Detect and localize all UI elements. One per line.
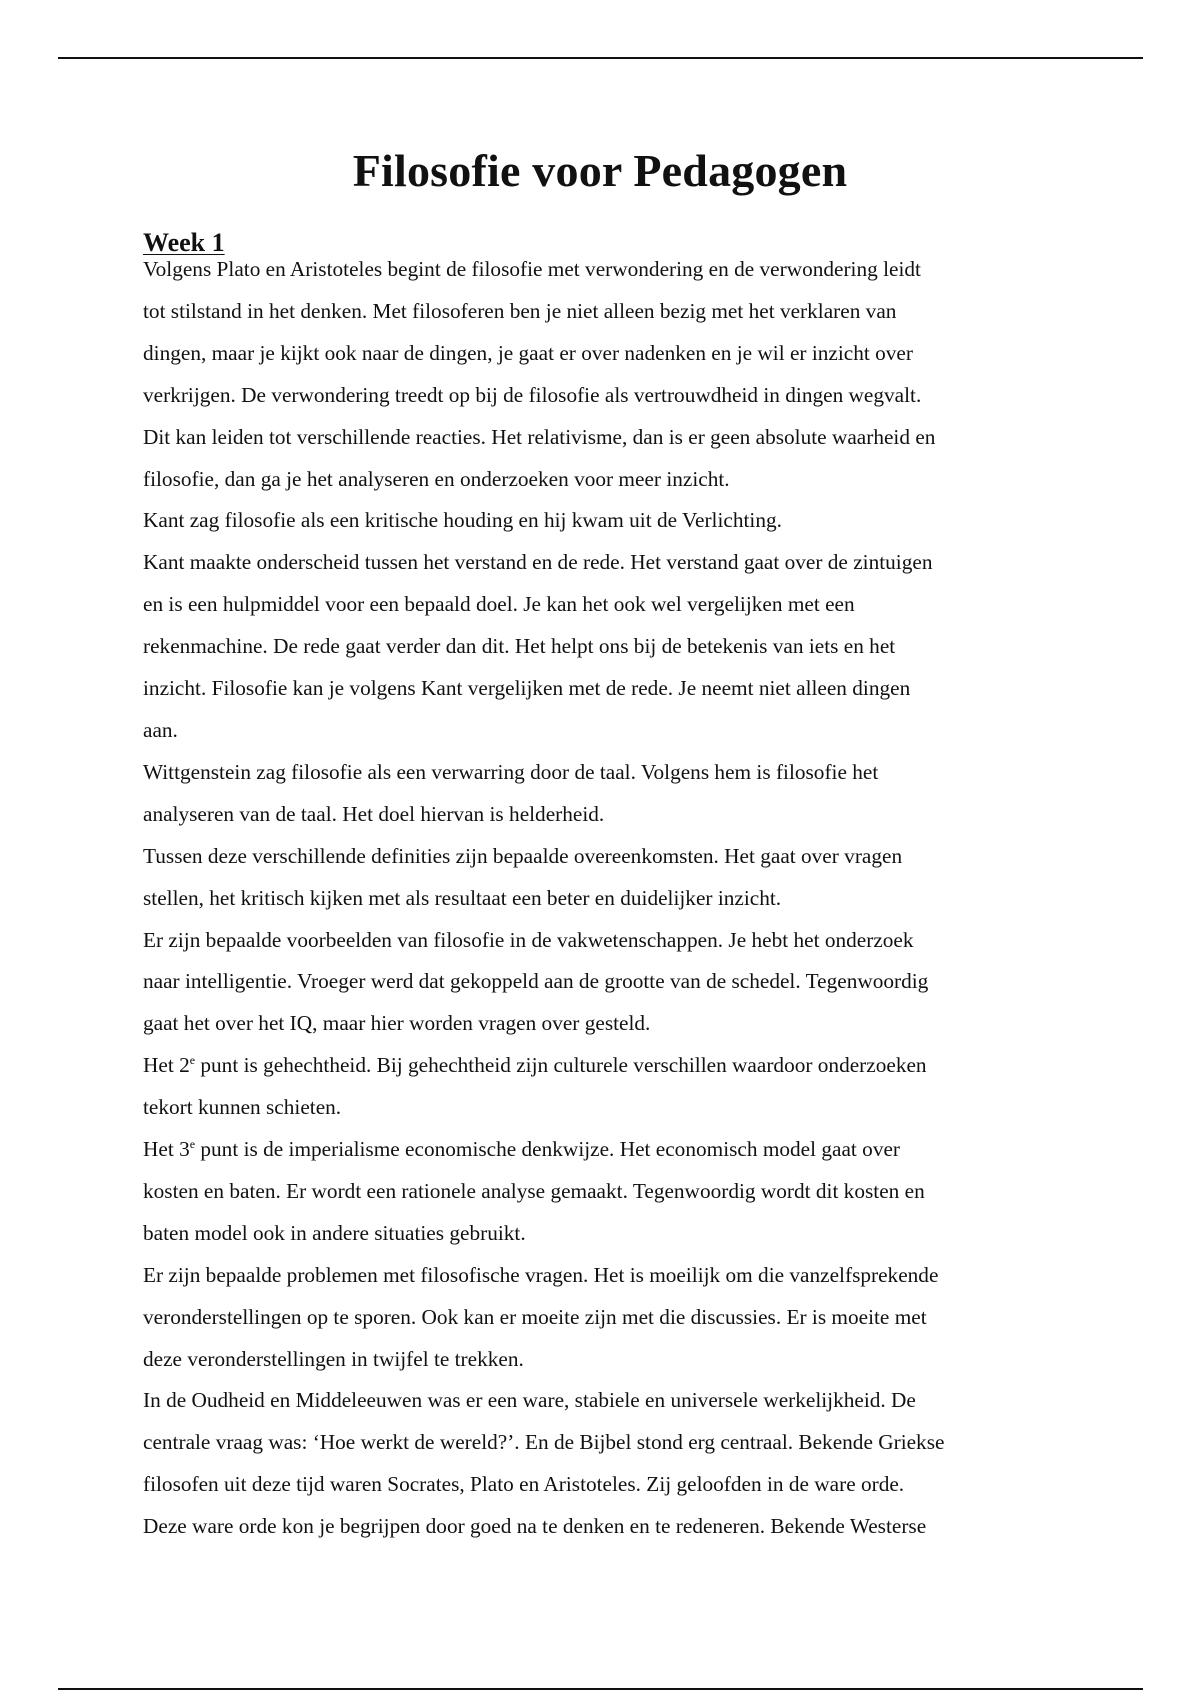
text-line: kosten en baten. Er wordt een rationele analyse gemaakt. Tegenwoordig wordt dit kosten en: [143, 1178, 925, 1203]
point-3-prefix: Het 3: [143, 1137, 190, 1162]
text-line-point-2: [143, 1045, 1073, 1087]
body-paragraphs: [143, 249, 1073, 1548]
text-line: analyseren van de taal. Het doel hiervan is helderheid.: [143, 801, 605, 826]
document-title: Filosofie voor Pedagogen: [352, 145, 848, 196]
text-line: dingen, maar je kijkt ook naar de dingen, je gaat er over nadenken en je wil er inzicht over: [143, 340, 913, 365]
text-line: tekort kunnen schieten.: [143, 1095, 342, 1120]
text-line: baten model ook in andere situaties gebruikt.: [143, 1220, 526, 1245]
text-line: veronderstellingen op te sporen. Ook kan er moeite zijn met die discussies. Er is moeite met: [143, 1304, 927, 1329]
text-line-point-3: [143, 1129, 1073, 1171]
text-line: Kant maakte onderscheid tussen het verstand en de rede. Het verstand gaat over de zintuigen: [143, 550, 933, 575]
point-2-prefix: Het 2: [143, 1053, 190, 1078]
text-line: filosofen uit deze tijd waren Socrates, Plato en Aristoteles. Zij geloofden in de ware orde.: [143, 1472, 905, 1497]
text-line: Deze ware orde kon je begrijpen door goed na te denken en te redeneren. Bekende Westerse: [143, 1514, 927, 1539]
section-heading: Week 1: [143, 228, 225, 257]
point-3-ordinal: e: [189, 1137, 196, 1152]
text-line: Kant zag filosofie als een kritische houding en hij kwam uit de Verlichting.: [143, 508, 782, 533]
text-line: verkrijgen. De verwondering treedt op bij de filosofie als vertrouwdheid in dingen wegvalt.: [143, 382, 922, 407]
text-line: gaat het over het IQ, maar hier worden vragen over gesteld.: [143, 1011, 651, 1036]
text-line: Dit kan leiden tot verschillende reacties. Het relativisme, dan is er geen absolute waarheid en: [143, 424, 936, 449]
text-line: Volgens Plato en Aristoteles begint de filosofie met verwondering en de verwondering leidt: [143, 257, 921, 281]
text-line: deze veronderstellingen in twijfel te trekken.: [143, 1346, 524, 1371]
text-line: centrale vraag was: ‘Hoe werkt de wereld?’. En de Bijbel stond erg centraal. Bekende Griekse: [143, 1430, 945, 1455]
top-rule: [58, 57, 1143, 59]
text-line: aan.: [143, 717, 178, 742]
text-line: Wittgenstein zag filosofie als een verwarring door de taal. Volgens hem is filosofie het: [143, 759, 879, 784]
bottom-rule: [58, 1688, 1143, 1690]
text-line: naar intelligentie. Vroeger werd dat gekoppeld aan de grootte van de schedel. Tegenwoordig: [143, 969, 929, 994]
text-line: filosofie, dan ga je het analyseren en onderzoeken voor meer inzicht.: [143, 466, 730, 491]
document-body: [143, 228, 1073, 1548]
point-3-rest: punt is de imperialisme economische denkwijze. Het economisch model gaat over: [195, 1137, 901, 1162]
text-line: Er zijn bepaalde voorbeelden van filosofie in de vakwetenschappen. Je hebt het onderzoek: [143, 927, 914, 952]
text-line: rekenmachine. De rede gaat verder dan dit. Het helpt ons bij de betekenis van iets en het: [143, 634, 896, 659]
text-line: In de Oudheid en Middeleeuwen was er een ware, stabiele en universele werkelijkheid. De: [143, 1388, 916, 1413]
text-line: inzicht. Filosofie kan je volgens Kant vergelijken met de rede. Je neemt niet alleen dingen: [143, 676, 911, 701]
text-line: stellen, het kritisch kijken met als resultaat een beter en duidelijker inzicht.: [143, 885, 782, 910]
point-2-rest: punt is gehechtheid. Bij gehechtheid zijn culturele verschillen waardoor onderzoeken: [195, 1053, 927, 1078]
point-2-ordinal: e: [189, 1053, 196, 1068]
text-line: en is een hulpmiddel voor een bepaald doel. Je kan het ook wel vergelijken met een: [143, 592, 855, 617]
text-line: tot stilstand in het denken. Met filosoferen ben je niet alleen bezig met het verklaren van: [143, 298, 897, 323]
text-line: Tussen deze verschillende definities zijn bepaalde overeenkomsten. Het gaat over vragen: [143, 843, 903, 868]
text-line: Er zijn bepaalde problemen met filosofische vragen. Het is moeilijk om die vanzelfsprekende: [143, 1262, 939, 1287]
